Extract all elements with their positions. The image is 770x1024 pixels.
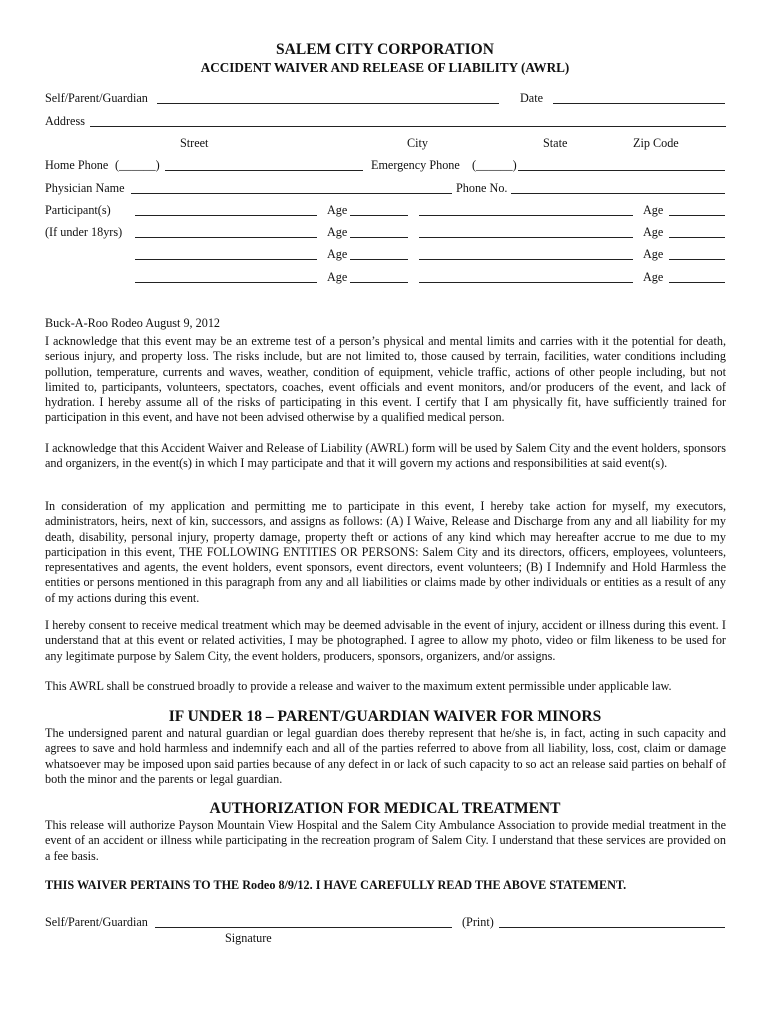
participant-age-field[interactable] bbox=[350, 215, 408, 216]
participant-age-field[interactable] bbox=[669, 259, 725, 260]
minors-waiver-heading: IF UNDER 18 – PARENT/GUARDIAN WAIVER FOR MINORS bbox=[168, 708, 602, 725]
date-field[interactable] bbox=[553, 103, 725, 104]
participant-name-field[interactable] bbox=[419, 259, 633, 260]
age-label: Age bbox=[327, 270, 348, 284]
state-caption: State bbox=[543, 136, 568, 150]
participant-age-field[interactable] bbox=[350, 282, 408, 283]
signature-label: Self/Parent/Guardian bbox=[45, 915, 148, 929]
age-label: Age bbox=[643, 225, 664, 239]
participant-age-field[interactable] bbox=[669, 282, 725, 283]
awrl-usage-paragraph: I acknowledge that this Accident Waiver and Release of Liability (AWRL) form will be used by Salem City and the event holders, sponsors and organizers, in the event(s) in which I may participate and that it will govern my actions and responsibilities at said event(s). bbox=[45, 441, 726, 471]
minors-waiver-paragraph: The undersigned parent and natural guardian or legal guardian does thereby represent that he/she is, in fact, acting in such capacity and agrees to save and hold harmless and indemnify each and all of the parties referred to above from all liability, loss, cost, claim or damage whatsoever may be imposed upon said parties because of any defect in or lack of such capacity to so act an release said parties on behalf of both the minor and the parents or legal guardian. bbox=[45, 726, 726, 786]
participants-label: Participant(s) bbox=[45, 203, 111, 217]
self-parent-guardian-label: Self/Parent/Guardian bbox=[45, 91, 148, 105]
construction-paragraph: This AWRL shall be construed broadly to provide a release and waiver to the maximum extent permissible under applicable law. bbox=[45, 679, 672, 693]
medical-authorization-paragraph: This release will authorize Payson Mountain View Hospital and the Salem City Ambulance Association to provide medial treatment in the event of an accident or illness while participating in the recreation program of Salem City. I understand that these services are provided on a fee basis. bbox=[45, 818, 726, 863]
medical-consent-paragraph: I hereby consent to receive medical treatment which may be deemed advisable in the event of injury, accident or illness during this event. I understand that at this event or related activities, I may be photographed. I agree to allow my photo, video or film likeness to be used for any legitimate purpose by Salem City, the event holders, producers, sponsors, organizers, and/or assigns. bbox=[45, 618, 726, 663]
age-label: Age bbox=[327, 225, 348, 239]
participant-name-field[interactable] bbox=[135, 215, 317, 216]
participant-name-field[interactable] bbox=[135, 282, 317, 283]
event-line: Buck-A-Roo Rodeo August 9, 2012 bbox=[45, 316, 221, 330]
physician-phone-field[interactable] bbox=[511, 193, 725, 194]
emergency-phone-label: Emergency Phone bbox=[371, 158, 460, 172]
participant-name-field[interactable] bbox=[419, 215, 633, 216]
participant-name-field[interactable] bbox=[419, 237, 633, 238]
date-label: Date bbox=[520, 91, 544, 105]
city-caption: City bbox=[407, 136, 428, 150]
print-name-field[interactable] bbox=[499, 927, 725, 928]
physician-name-field[interactable] bbox=[131, 193, 452, 194]
medical-authorization-heading: AUTHORIZATION FOR MEDICAL TREATMENT bbox=[209, 800, 561, 817]
self-parent-guardian-field[interactable] bbox=[157, 103, 499, 104]
home-phone-area-code: (______) bbox=[115, 158, 160, 172]
print-label: (Print) bbox=[462, 915, 494, 929]
emergency-phone-field[interactable] bbox=[518, 170, 725, 171]
age-label: Age bbox=[643, 203, 664, 217]
age-label: Age bbox=[643, 247, 664, 261]
participant-name-field[interactable] bbox=[135, 259, 317, 260]
participant-age-field[interactable] bbox=[350, 259, 408, 260]
age-label: Age bbox=[643, 270, 664, 284]
document-title: SALEM CITY CORPORATION bbox=[276, 41, 494, 58]
age-label: Age bbox=[327, 247, 348, 261]
zip-code-caption: Zip Code bbox=[633, 136, 679, 150]
under-18-label: (If under 18yrs) bbox=[45, 225, 123, 239]
participant-age-field[interactable] bbox=[669, 215, 725, 216]
home-phone-field[interactable] bbox=[165, 170, 363, 171]
address-label: Address bbox=[45, 114, 85, 128]
address-field[interactable] bbox=[90, 126, 726, 127]
signature-field[interactable] bbox=[155, 927, 452, 928]
physician-name-label: Physician Name bbox=[45, 181, 125, 195]
emergency-phone-area-code: (______) bbox=[472, 158, 517, 172]
participant-age-field[interactable] bbox=[350, 237, 408, 238]
phone-no-label: Phone No. bbox=[456, 181, 508, 195]
participant-name-field[interactable] bbox=[135, 237, 317, 238]
signature-caption: Signature bbox=[225, 931, 272, 945]
waiver-statement: THIS WAIVER PERTAINS TO THE Rodeo 8/9/12. I HAVE CAREFULLY READ THE ABOVE STATEMENT. bbox=[45, 878, 627, 892]
document-subtitle: ACCIDENT WAIVER AND RELEASE OF LIABILITY (AWRL) bbox=[200, 60, 570, 75]
risk-acknowledgement-paragraph: I acknowledge that this event may be an extreme test of a person’s physical and mental limits and carries with it the potential for death, serious injury, and property loss. The risks include, but are not limited to, those caused by terrain, facilities, water conditions including pollution, temperature, currents and waves, weather, condition of equipment, vehicle traffic, actions of other people including, but not limited to, participants, volunteers, spectators, coaches, event officials and event monitors, and/or producers of the event, and lack of hydration. I hereby assume all of the risks of participating in this event. I certify that I am physically fit, have sufficiently trained for participation in this event, and have not been advised otherwise by a qualified medical person. bbox=[45, 334, 726, 425]
participant-name-field[interactable] bbox=[419, 282, 633, 283]
release-consideration-paragraph: In consideration of my application and permitting me to participate in this event, I hereby take action for myself, my executors, administrators, heirs, next of kin, successors, and assigns as follows: (A) I Waive, Release and Discharge from any and all liability for my death, disability, personal injury, property damage, property theft or actions of any kind which may hereafter accrue to me due to my participation in this event, THE FOLLOWING ENTITIES OR PERSONS: Salem City and its directors, officers, employees, volunteers, representatives and agents, the event holders, event sponsors, event directors, event volunteers; (B) I Indemnify and Hold Harmless the entities or persons mentioned in this paragraph from any and all liabilities or claims made by other individuals or entities as a result of any of my actions during this event. bbox=[45, 499, 726, 605]
age-label: Age bbox=[327, 203, 348, 217]
street-caption: Street bbox=[180, 136, 209, 150]
home-phone-label: Home Phone bbox=[45, 158, 109, 172]
participant-age-field[interactable] bbox=[669, 237, 725, 238]
